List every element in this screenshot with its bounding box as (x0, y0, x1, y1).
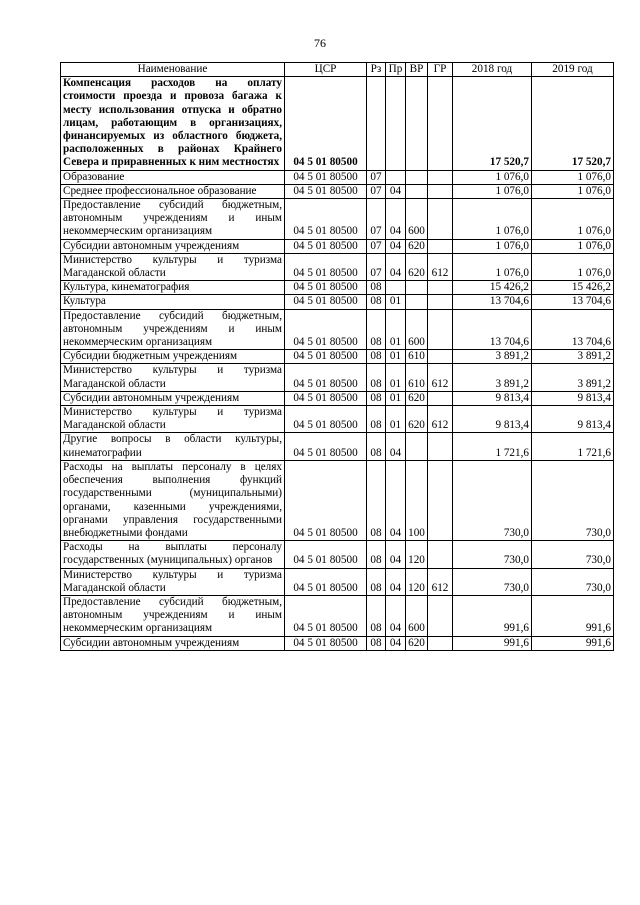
cell-name: Среднее профессиональное образование (61, 184, 285, 198)
table-row (61, 309, 614, 350)
column-header-name: Наименование (61, 63, 285, 77)
table-row (61, 364, 614, 391)
column-header-2019: 2019 год (532, 63, 614, 77)
cell-y2018: 991,6 (453, 636, 532, 650)
cell-gr (428, 295, 453, 309)
cell-pr: 04 (386, 568, 406, 595)
cell-gr (428, 77, 453, 170)
cell-y2019: 991,6 (532, 636, 614, 650)
cell-rz: 08 (367, 295, 386, 309)
cell-vr (406, 433, 428, 460)
cell-pr: 04 (386, 595, 406, 636)
cell-y2018: 3 891,2 (453, 364, 532, 391)
table-row (61, 77, 614, 170)
cell-y2018: 15 426,2 (453, 281, 532, 295)
cell-y2019: 991,6 (532, 595, 614, 636)
cell-gr (428, 595, 453, 636)
cell-gr (428, 199, 453, 240)
cell-vr (406, 281, 428, 295)
cell-y2018: 1 076,0 (453, 184, 532, 198)
cell-gr: 612 (428, 364, 453, 391)
cell-csr: 04 5 01 80500 (285, 541, 367, 568)
cell-rz: 08 (367, 541, 386, 568)
cell-vr: 600 (406, 199, 428, 240)
cell-y2018: 3 891,2 (453, 350, 532, 364)
table-row (61, 239, 614, 253)
cell-csr: 04 5 01 80500 (285, 184, 367, 198)
cell-rz: 08 (367, 309, 386, 350)
cell-pr: 04 (386, 460, 406, 540)
cell-csr: 04 5 01 80500 (285, 295, 367, 309)
table-row (61, 391, 614, 405)
table-row (61, 433, 614, 460)
cell-name: Министерство культуры и туризма Магаданской области (61, 364, 285, 391)
cell-y2019: 1 721,6 (532, 433, 614, 460)
cell-pr: 01 (386, 295, 406, 309)
cell-y2018: 1 076,0 (453, 199, 532, 240)
cell-pr: 04 (386, 636, 406, 650)
cell-y2019: 730,0 (532, 568, 614, 595)
cell-vr: 620 (406, 636, 428, 650)
cell-gr (428, 541, 453, 568)
cell-pr (386, 77, 406, 170)
cell-gr (428, 350, 453, 364)
cell-csr: 04 5 01 80500 (285, 433, 367, 460)
cell-y2019: 1 076,0 (532, 184, 614, 198)
cell-csr: 04 5 01 80500 (285, 309, 367, 350)
cell-vr: 100 (406, 460, 428, 540)
cell-pr: 04 (386, 253, 406, 280)
cell-gr: 612 (428, 568, 453, 595)
cell-csr: 04 5 01 80500 (285, 253, 367, 280)
cell-rz: 07 (367, 253, 386, 280)
cell-gr (428, 170, 453, 184)
cell-vr (406, 170, 428, 184)
table-row (61, 184, 614, 198)
cell-pr (386, 281, 406, 295)
cell-y2018: 730,0 (453, 460, 532, 540)
cell-name: Расходы на выплаты персоналу в целях обеспечения выполнения функций государственными (муниципальными) органами, казенными учреждениями, органами управления государственными внебюджетными фондами (61, 460, 285, 540)
cell-name: Субсидии автономным учреждениям (61, 636, 285, 650)
cell-rz: 08 (367, 595, 386, 636)
cell-name: Министерство культуры и туризма Магаданской области (61, 568, 285, 595)
cell-pr: 01 (386, 391, 406, 405)
cell-csr: 04 5 01 80500 (285, 350, 367, 364)
cell-vr: 610 (406, 364, 428, 391)
cell-vr: 620 (406, 253, 428, 280)
cell-name: Культура, кинематография (61, 281, 285, 295)
cell-rz: 07 (367, 199, 386, 240)
cell-y2018: 9 813,4 (453, 391, 532, 405)
cell-pr (386, 170, 406, 184)
cell-rz: 07 (367, 239, 386, 253)
cell-y2019: 9 813,4 (532, 391, 614, 405)
cell-name: Министерство культуры и туризма Магаданской области (61, 406, 285, 433)
cell-y2019: 730,0 (532, 460, 614, 540)
cell-rz: 08 (367, 568, 386, 595)
cell-csr: 04 5 01 80500 (285, 595, 367, 636)
cell-gr (428, 281, 453, 295)
cell-y2018: 1 076,0 (453, 239, 532, 253)
table-row (61, 568, 614, 595)
cell-csr: 04 5 01 80500 (285, 364, 367, 391)
table-body (61, 77, 614, 651)
cell-y2018: 13 704,6 (453, 295, 532, 309)
cell-gr (428, 636, 453, 650)
table-row (61, 199, 614, 240)
cell-y2019: 13 704,6 (532, 309, 614, 350)
cell-name: Министерство культуры и туризма Магаданской области (61, 253, 285, 280)
cell-csr: 04 5 01 80500 (285, 281, 367, 295)
cell-rz: 08 (367, 281, 386, 295)
table-row (61, 541, 614, 568)
table-row (61, 350, 614, 364)
cell-name: Образование (61, 170, 285, 184)
cell-gr (428, 391, 453, 405)
cell-csr: 04 5 01 80500 (285, 239, 367, 253)
column-header-vr: ВР (406, 63, 428, 77)
column-header-csr: ЦСР (285, 63, 367, 77)
cell-y2018: 13 704,6 (453, 309, 532, 350)
table-row (61, 406, 614, 433)
cell-y2018: 17 520,7 (453, 77, 532, 170)
cell-csr: 04 5 01 80500 (285, 391, 367, 405)
cell-vr (406, 77, 428, 170)
cell-rz: 08 (367, 364, 386, 391)
table-row (61, 636, 614, 650)
cell-csr: 04 5 01 80500 (285, 460, 367, 540)
cell-gr (428, 309, 453, 350)
cell-y2019: 1 076,0 (532, 239, 614, 253)
cell-pr: 01 (386, 364, 406, 391)
cell-name: Предоставление субсидий бюджетным, автономным учреждениям и иным некоммерческим организациям (61, 199, 285, 240)
cell-y2019: 730,0 (532, 541, 614, 568)
cell-vr: 620 (406, 391, 428, 405)
cell-y2019: 17 520,7 (532, 77, 614, 170)
cell-rz: 08 (367, 391, 386, 405)
cell-pr: 04 (386, 239, 406, 253)
cell-vr (406, 184, 428, 198)
cell-gr (428, 239, 453, 253)
cell-name: Субсидии автономным учреждениям (61, 239, 285, 253)
cell-y2019: 3 891,2 (532, 364, 614, 391)
cell-gr (428, 433, 453, 460)
cell-rz: 08 (367, 433, 386, 460)
cell-pr: 01 (386, 350, 406, 364)
cell-pr: 04 (386, 199, 406, 240)
cell-y2018: 991,6 (453, 595, 532, 636)
cell-name: Культура (61, 295, 285, 309)
cell-rz: 08 (367, 350, 386, 364)
cell-gr: 612 (428, 253, 453, 280)
cell-rz: 08 (367, 460, 386, 540)
column-header-pr: Пр (386, 63, 406, 77)
cell-vr: 600 (406, 309, 428, 350)
column-header-rz: Рз (367, 63, 386, 77)
cell-name: Субсидии бюджетным учреждениям (61, 350, 285, 364)
cell-csr: 04 5 01 80500 (285, 77, 367, 170)
cell-rz: 07 (367, 170, 386, 184)
cell-gr (428, 460, 453, 540)
table-header-row (61, 63, 614, 77)
cell-y2018: 730,0 (453, 568, 532, 595)
cell-name: Компенсация расходов на оплату стоимости проезда и провоза багажа к месту использования отпуска и обратно лицам, работающим в организациях, финансируемых из областного бюджета, расположенных в районах Крайнего Севера и приравненных к ним местностях (61, 77, 285, 170)
cell-vr: 620 (406, 406, 428, 433)
cell-name: Предоставление субсидий бюджетным, автономным учреждениям и иным некоммерческим организациям (61, 595, 285, 636)
table-row (61, 460, 614, 540)
cell-pr: 04 (386, 433, 406, 460)
cell-rz: 08 (367, 406, 386, 433)
cell-y2019: 1 076,0 (532, 170, 614, 184)
cell-rz (367, 77, 386, 170)
cell-vr: 120 (406, 541, 428, 568)
cell-csr: 04 5 01 80500 (285, 199, 367, 240)
table-row (61, 170, 614, 184)
cell-y2018: 730,0 (453, 541, 532, 568)
cell-pr: 04 (386, 541, 406, 568)
cell-name: Другие вопросы в области культуры, кинематографии (61, 433, 285, 460)
page-number: 76 (314, 36, 326, 50)
budget-table (60, 62, 614, 651)
cell-gr (428, 184, 453, 198)
cell-y2018: 1 076,0 (453, 170, 532, 184)
cell-vr: 120 (406, 568, 428, 595)
cell-vr: 620 (406, 239, 428, 253)
cell-vr: 600 (406, 595, 428, 636)
cell-y2019: 13 704,6 (532, 295, 614, 309)
cell-y2018: 1 721,6 (453, 433, 532, 460)
table-row (61, 253, 614, 280)
cell-y2019: 9 813,4 (532, 406, 614, 433)
cell-rz: 07 (367, 184, 386, 198)
cell-gr: 612 (428, 406, 453, 433)
cell-name: Предоставление субсидий бюджетным, автономным учреждениям и иным некоммерческим организациям (61, 309, 285, 350)
cell-csr: 04 5 01 80500 (285, 406, 367, 433)
cell-csr: 04 5 01 80500 (285, 170, 367, 184)
cell-y2019: 3 891,2 (532, 350, 614, 364)
cell-csr: 04 5 01 80500 (285, 636, 367, 650)
cell-pr: 04 (386, 184, 406, 198)
cell-vr: 610 (406, 350, 428, 364)
cell-y2018: 9 813,4 (453, 406, 532, 433)
cell-rz: 08 (367, 636, 386, 650)
cell-pr: 01 (386, 309, 406, 350)
cell-y2019: 1 076,0 (532, 253, 614, 280)
column-header-2018: 2018 год (453, 63, 532, 77)
cell-y2019: 1 076,0 (532, 199, 614, 240)
cell-y2018: 1 076,0 (453, 253, 532, 280)
cell-pr: 01 (386, 406, 406, 433)
cell-vr (406, 295, 428, 309)
table-row (61, 281, 614, 295)
cell-name: Субсидии автономным учреждениям (61, 391, 285, 405)
column-header-gr: ГР (428, 63, 453, 77)
cell-csr: 04 5 01 80500 (285, 568, 367, 595)
cell-y2019: 15 426,2 (532, 281, 614, 295)
table-row (61, 595, 614, 636)
cell-name: Расходы на выплаты персоналу государственных (муниципальных) органов (61, 541, 285, 568)
table-row (61, 295, 614, 309)
